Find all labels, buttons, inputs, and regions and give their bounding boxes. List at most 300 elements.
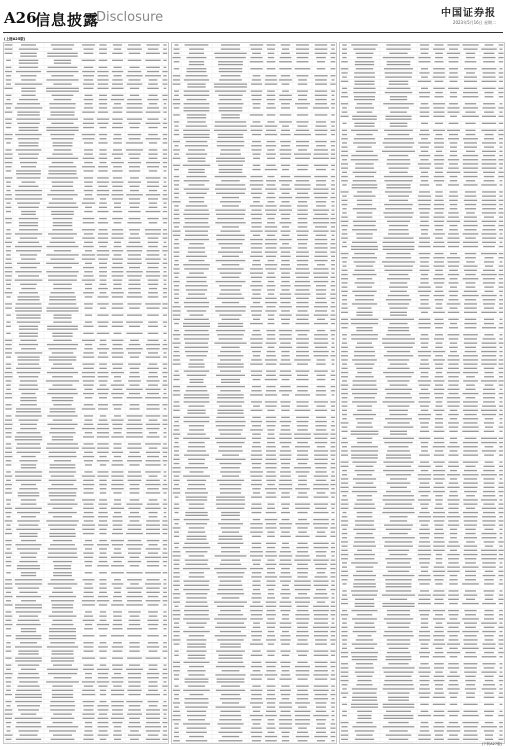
table-cell-text-mark [97,436,109,437]
table-cell-text-mark [17,299,39,300]
table-cell-text-mark [331,289,335,290]
table-cell-text-mark [388,697,409,698]
table-cell-text-mark [5,624,13,625]
table-cell-text-mark [83,75,94,76]
table-cell-text-mark [296,635,309,636]
table-cell-text-mark [130,340,139,341]
table-row [340,44,504,47]
table-cell-text-mark [83,275,93,276]
table-cell-text-mark [280,623,292,624]
table-cell-text-mark [341,327,347,328]
table-cell-text-mark [186,593,208,594]
table-cell-text-mark [448,406,460,407]
table-cell-text-mark [332,235,335,236]
table-cell-text-mark [83,718,95,719]
table-cell-text-mark [146,520,159,521]
table-cell-text-mark [6,464,12,465]
table-cell-text-mark [499,583,503,584]
table-cell-text-mark [217,572,245,573]
table-cell-text-mark [265,79,277,80]
table-cell-text-mark [162,348,167,349]
table-cell-text-mark [331,576,336,577]
table-cell-text-mark [186,141,207,142]
table-cell-text-mark [53,665,72,666]
table-cell-text-mark [465,389,475,390]
table-cell-text-mark [434,253,443,254]
table-row [172,410,336,416]
table-cell-text-mark [355,599,374,600]
table-cell-text-mark [21,504,37,505]
table-cell-text-mark [280,256,290,257]
table-cell-text-mark [314,154,329,155]
table-cell-text-mark [214,568,246,569]
table-row [340,579,504,582]
table-cell-text-mark [449,639,459,640]
table-cell-text-mark [253,165,261,166]
table-cell-text-mark [48,583,78,584]
table-cell-text-mark [296,141,309,142]
table-cell-text-mark [253,442,261,443]
table-cell-text-mark [52,697,73,698]
table-cell-text-mark [190,694,204,695]
table-cell-text-mark [163,436,166,437]
table-cell-text-mark [186,298,207,299]
table-cell-text-mark [184,401,210,402]
table-cell-text-mark [313,231,328,232]
table-cell-text-mark [217,413,243,414]
table-column-3 [339,42,505,744]
table-cell-text-mark [355,163,373,164]
table-cell-text-mark [434,567,445,568]
table-cell-text-mark [252,463,262,464]
table-row [172,564,336,567]
table-cell-text-mark [130,368,140,369]
table-cell-text-mark [435,406,442,407]
table-cell-text-mark [186,355,207,356]
table-cell-text-mark [112,60,123,61]
table-cell-text-mark [265,394,277,395]
table-cell-text-mark [252,662,262,663]
table-cell-text-mark [83,436,94,437]
table-row [172,523,336,526]
table-cell-text-mark [435,212,444,213]
table-cell-text-mark [313,189,328,190]
table-cell-text-mark [331,226,335,227]
table-cell-text-mark [499,516,502,517]
table-cell-text-mark [313,512,328,513]
table-cell-text-mark [127,628,142,629]
table-cell-text-mark [434,520,445,521]
table-cell-text-mark [268,593,274,594]
table-cell-text-mark [82,364,94,365]
table-row [340,730,504,733]
table-row [340,571,504,574]
table-cell-text-mark [5,492,12,493]
table-cell-text-mark [145,233,161,234]
table-cell-text-mark [436,558,443,559]
table-cell-text-mark [268,323,275,324]
table-cell-text-mark [48,173,76,174]
table-cell-text-mark [6,600,11,601]
table-cell-text-mark [266,154,276,155]
table-cell-text-mark [5,424,13,425]
table-cell-text-mark [341,347,348,348]
table-row [172,379,336,385]
table-cell-text-mark [354,579,375,580]
table-cell-text-mark [250,323,263,324]
table-cell-text-mark [421,88,428,89]
table-cell-text-mark [499,77,503,78]
table-row [340,590,504,593]
table-cell-text-mark [433,618,445,619]
table-cell-text-mark [111,508,124,509]
table-cell-text-mark [267,176,274,177]
table-cell-text-mark [18,651,39,652]
table-cell-text-mark [267,610,276,611]
table-cell-text-mark [15,310,42,311]
table-cell-text-mark [147,250,160,251]
table-cell-text-mark [331,256,335,257]
table-cell-text-mark [449,635,458,636]
table-cell-text-mark [266,476,277,477]
table-cell-text-mark [53,145,73,146]
table-cell-text-mark [331,91,335,92]
table-cell-text-mark [297,606,309,607]
table-cell-text-mark [383,470,414,471]
table-cell-text-mark [313,218,329,219]
table-cell-text-mark [5,544,11,545]
table-cell-text-mark [50,292,74,293]
table-cell-text-mark [50,428,74,429]
table-cell-text-mark [267,532,274,533]
table-cell-text-mark [129,646,140,647]
table-cell-text-mark [281,75,290,76]
table-cell-text-mark [463,163,479,164]
table-cell-text-mark [266,666,275,667]
table-row [4,456,168,459]
table-row [340,558,504,561]
table-cell-text-mark [331,347,335,348]
table-cell-text-mark [174,169,179,170]
table-cell-text-mark [82,529,94,530]
table-cell-text-mark [251,450,261,451]
table-cell-text-mark [481,558,496,559]
continued-from-label: (上接A25版) [4,37,26,41]
table-cell-text-mark [174,736,179,737]
table-cell-text-mark [98,735,109,736]
table-cell-text-mark [47,326,78,327]
table-cell-text-mark [222,205,239,206]
table-cell-text-mark [185,218,209,219]
table-cell-text-mark [128,677,141,678]
table-row [340,512,504,515]
table-cell-text-mark [148,246,158,247]
table-cell-text-mark [84,460,93,461]
table-cell-text-mark [52,182,74,183]
table-cell-text-mark [173,425,179,426]
table-cell-text-mark [112,722,122,723]
table-cell-text-mark [84,592,94,593]
table-cell-text-mark [20,238,37,239]
table-cell-text-mark [252,602,260,603]
table-cell-text-mark [266,450,276,451]
table-cell-text-mark [297,319,309,320]
table-cell-text-mark [433,571,445,572]
table-cell-text-mark [449,291,459,292]
table-cell-text-mark [251,214,263,215]
table-cell-text-mark [220,154,241,155]
table-cell-text-mark [342,406,348,407]
table-cell-text-mark [174,91,179,92]
table-cell-text-mark [83,292,94,293]
table-cell-text-mark [50,529,75,530]
table-row [172,145,336,148]
table-row [4,635,168,641]
table-row [172,679,336,685]
table-cell-text-mark [298,492,307,493]
table-cell-text-mark [385,72,413,73]
table-cell-text-mark [434,579,443,580]
table-cell-text-mark [314,338,328,339]
table-cell-text-mark [464,323,476,324]
table-row [172,235,336,238]
table-cell-text-mark [164,280,167,281]
table-cell-text-mark [341,81,348,82]
table-cell-text-mark [251,130,263,131]
table-row [4,67,168,70]
table-cell-text-mark [128,592,142,593]
table-cell-text-mark [313,107,329,108]
table-cell-text-mark [111,162,124,163]
table-cell-text-mark [383,704,415,705]
table-cell-text-mark [145,303,161,304]
table-cell-text-mark [219,71,243,72]
table-cell-text-mark [342,529,347,530]
table-cell-text-mark [173,375,179,376]
table-row [340,595,504,598]
table-cell-text-mark [222,736,239,737]
table-row [340,648,504,651]
table-cell-text-mark [483,61,495,62]
table-cell-text-mark [147,620,158,621]
table-row [340,103,504,106]
table-cell-text-mark [386,44,410,45]
table-cell-text-mark [499,635,503,636]
table-cell-text-mark [215,627,246,628]
table-cell-text-mark [219,68,243,69]
table-cell-text-mark [389,730,408,731]
table-cell-text-mark [46,79,78,80]
table-cell-text-mark [252,438,261,439]
table-cell-text-mark [126,389,143,390]
table-cell-text-mark [482,533,497,534]
table-cell-text-mark [387,61,411,62]
table-cell-text-mark [113,624,123,625]
table-cell-text-mark [5,456,13,457]
table-cell-text-mark [341,672,349,673]
table-cell-text-mark [421,427,429,428]
table-cell-text-mark [352,187,378,188]
table-cell-text-mark [294,285,310,286]
table-row [340,389,504,392]
table-cell-text-mark [353,380,377,381]
table-cell-text-mark [52,686,72,687]
table-cell-text-mark [268,57,274,58]
table-cell-text-mark [97,250,109,251]
table-cell-text-mark [500,672,503,673]
table-cell-text-mark [482,107,495,108]
table-cell-text-mark [331,189,335,190]
table-cell-text-mark [448,184,459,185]
table-cell-text-mark [219,169,243,170]
table-cell-text-mark [279,180,292,181]
table-cell-text-mark [216,499,245,500]
table-cell-text-mark [174,421,179,422]
table-cell-text-mark [174,484,179,485]
table-cell-text-mark [99,149,106,150]
table-cell-text-mark [331,323,335,324]
table-row [4,448,168,451]
table-row [340,92,504,95]
table-cell-text-mark [50,411,76,412]
table-cell-text-mark [174,627,180,628]
table-cell-text-mark [421,180,428,181]
table-row [4,229,168,232]
table-cell-text-mark [282,736,289,737]
table-row [4,149,168,152]
table-cell-text-mark [15,646,42,647]
table-cell-text-mark [5,119,12,120]
table-cell-text-mark [99,158,108,159]
table-cell-text-mark [351,610,377,611]
table-cell-text-mark [5,512,11,513]
table-cell-text-mark [419,191,430,192]
table-cell-text-mark [384,147,412,148]
table-row [340,180,504,183]
table-cell-text-mark [49,103,75,104]
table-cell-text-mark [313,222,329,223]
table-cell-text-mark [250,68,262,69]
table-cell-text-mark [252,134,261,135]
table-cell-text-mark [173,364,181,365]
table-cell-text-mark [251,91,263,92]
table-cell-text-mark [315,694,328,695]
table-cell-text-mark [499,648,503,649]
table-cell-text-mark [19,333,38,334]
table-cell-text-mark [384,355,413,356]
table-cell-text-mark [114,512,121,513]
table-cell-text-mark [83,326,93,327]
table-cell-text-mark [82,229,95,230]
table-cell-text-mark [419,242,430,243]
table-cell-text-mark [341,614,348,615]
table-cell-text-mark [99,368,107,369]
table-cell-text-mark [20,428,36,429]
table-cell-text-mark [164,326,167,327]
table-cell-text-mark [296,302,308,303]
table-cell-text-mark [499,722,503,723]
table-cell-text-mark [280,247,292,248]
table-cell-text-mark [111,718,124,719]
table-cell-text-mark [341,739,348,740]
table-row [340,274,504,277]
table-cell-text-mark [464,291,477,292]
table-cell-text-mark [279,306,292,307]
table-cell-text-mark [50,544,75,545]
table-row [4,596,168,599]
table-cell-text-mark [164,67,167,68]
table-cell-text-mark [463,184,477,185]
table-cell-text-mark [342,196,347,197]
table-cell-text-mark [433,595,446,596]
table-cell-text-mark [174,126,178,127]
table-cell-text-mark [435,450,443,451]
table-cell-text-mark [174,401,180,402]
table-cell-text-mark [386,474,411,475]
table-row [172,593,336,596]
table-cell-text-mark [358,718,372,719]
table-cell-text-mark [251,484,262,485]
table-row [340,295,504,298]
table-cell-text-mark [146,428,159,429]
table-cell-text-mark [282,670,290,671]
table-cell-text-mark [298,707,307,708]
table-cell-text-mark [15,476,42,477]
table-column-1-rows [4,43,168,743]
table-cell-text-mark [465,590,476,591]
table-row [4,166,168,169]
table-cell-text-mark [448,246,459,247]
table-cell-text-mark [253,330,260,331]
table-cell-text-mark [356,327,372,328]
table-cell-text-mark [163,508,166,509]
table-cell-text-mark [164,103,167,104]
table-cell-text-mark [187,646,206,647]
table-row [172,484,336,487]
table-cell-text-mark [499,680,503,681]
table-cell-text-mark [316,390,326,391]
table-cell-text-mark [53,620,73,621]
table-cell-text-mark [6,499,11,500]
table-cell-text-mark [450,287,457,288]
table-cell-text-mark [449,308,457,309]
table-cell-text-mark [433,491,445,492]
table-cell-text-mark [19,533,37,534]
table-cell-text-mark [420,537,429,538]
table-cell-text-mark [447,257,460,258]
table-cell-text-mark [99,53,106,54]
table-cell-text-mark [85,284,92,285]
table-row [4,488,168,491]
table-cell-text-mark [252,467,261,468]
table-row [172,497,336,503]
table-cell-text-mark [434,693,444,694]
table-cell-text-mark [382,151,415,152]
table-cell-text-mark [221,382,240,383]
table-row [340,287,504,290]
table-cell-text-mark [147,254,160,255]
table-row [340,575,504,578]
table-cell-text-mark [16,408,41,409]
table-cell-text-mark [99,701,106,702]
table-cell-text-mark [188,252,205,253]
table-cell-text-mark [220,201,241,202]
table-cell-text-mark [357,495,372,496]
table-cell-text-mark [463,242,478,243]
table-cell-text-mark [341,376,348,377]
table-cell-text-mark [267,114,276,115]
table-cell-text-mark [129,67,139,68]
